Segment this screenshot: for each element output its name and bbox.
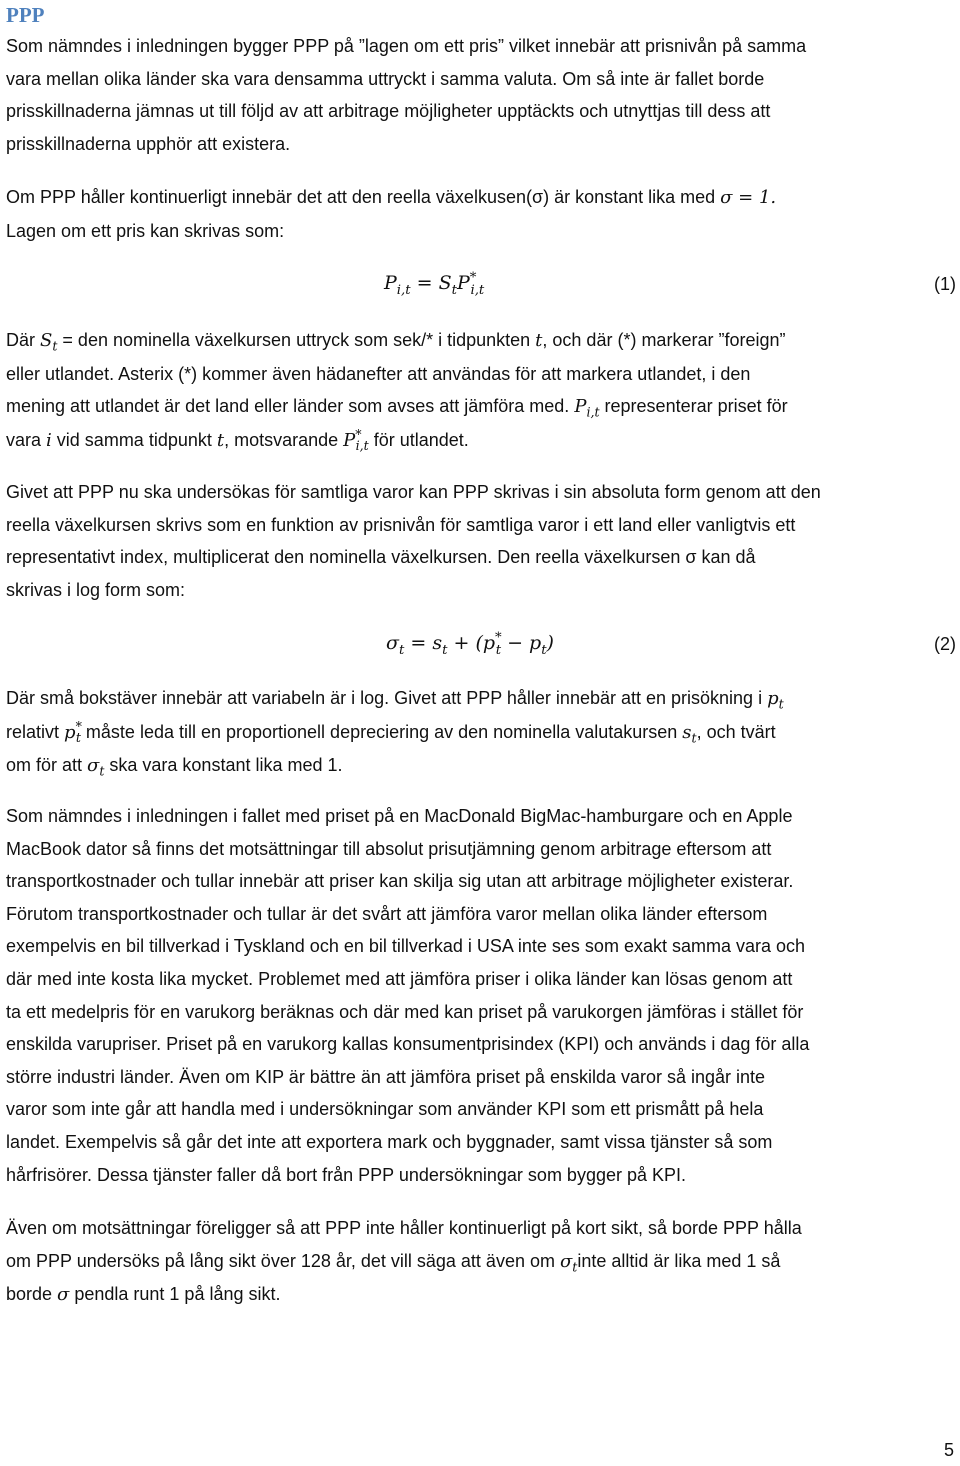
text-line: vara mellan olika länder ska vara densamma uttryckt i samma valuta. Om så inte är fallet borde bbox=[6, 68, 765, 89]
text-line: prisskillnaderna jämnas ut till följd av att arbitrage möjligheter upptäckts och utnyttjas till dess att bbox=[6, 101, 771, 122]
text-line: exempelvis en bil tillverkad i Tyskland och en bil tillverkad i USA inte ses som exakt samma vara och bbox=[6, 936, 806, 957]
text-line: varor som inte går att handla med i undersökningar som använder KPI som ett prismått på hela bbox=[6, 1099, 764, 1120]
math-p-star-t: $p^*_t$ bbox=[64, 718, 82, 746]
equation-2-number: (2) bbox=[934, 634, 956, 654]
equation-2 bbox=[0, 626, 960, 666]
text-line: Givet att PPP nu ska undersökas för samtliga varor kan PPP skrivas i sin absoluta form genom att den bbox=[6, 482, 821, 502]
paragraph-bigmac-example bbox=[6, 800, 954, 1191]
text-line: Där små bokstäver innebär att variabeln är i log. Givet att PPP håller innebär att en prisökning i $p_t$ bbox=[6, 688, 784, 712]
paragraph-long-run bbox=[6, 1212, 954, 1312]
math-s-t: $s_t$ bbox=[682, 721, 697, 746]
math-t: t bbox=[535, 330, 543, 351]
text-line: landet. Exempelvis så går det inte att exportera mark och byggnader, samt vissa tjänster så som bbox=[6, 1131, 773, 1152]
sigma-equals-one: σ = 1. bbox=[720, 187, 777, 208]
text-line: representativt index, multiplicerat den nominella växelkursen. Den reella växelkursen σ kan då bbox=[6, 547, 756, 568]
math-sigma-t: $\sigma_t$ bbox=[559, 1250, 578, 1275]
paragraph-absolute-form bbox=[6, 476, 954, 606]
section-heading: PPP bbox=[6, 3, 45, 27]
equation-2-formula: $\sigma_t = s_t + (p^*_t - p_t)$ bbox=[386, 630, 554, 658]
equation-1-number: (1) bbox=[934, 274, 956, 294]
text-line: eller utlandet. Asterix (*) kommer även hädanefter att användas för att markera utlandet, i den bbox=[6, 363, 751, 384]
text-line: Där $S_t$ = den nominella växelkursen uttryck som sek/* i tidpunkten t, och där (*) markerar ”foreign” bbox=[6, 330, 786, 354]
text-line: Om PPP håller kontinuerligt innebär det att den reella växelkusen(σ) är konstant lika med σ = 1. bbox=[6, 187, 777, 208]
text-line: Lagen om ett pris kan skrivas som: bbox=[6, 220, 285, 241]
text-line: om PPP undersöks på lång sikt över 128 år, det vill säga att även om $\sigma_tinte$ alltid är lika med 1 så bbox=[6, 1250, 781, 1275]
text-line: MacBook dator så finns det motsättningar till absolut prisutjämning genom arbitrage eftersom att bbox=[6, 838, 772, 859]
text-line: större industri länder. Även om KIP är bättre än att jämföra priset på enskilda varor så ingår inte bbox=[6, 1066, 766, 1087]
text-line: mening att utlandet är det land eller länder som avses att jämföra med. $P_{i,t}$ representerar priset för bbox=[6, 396, 788, 420]
math-sigma-t: $\sigma_t$ bbox=[87, 755, 105, 779]
math-t: t bbox=[216, 429, 225, 451]
page-number: 5 bbox=[943, 1440, 954, 1460]
text-line: Förutom transportkostnader och tullar är det svårt att jämföra varor mellan olika länder eftersom bbox=[6, 903, 768, 924]
math-i: i bbox=[46, 429, 52, 451]
math-p-t: $p_t$ bbox=[767, 688, 784, 712]
math-p-it: $P_{i,t}$ bbox=[574, 396, 600, 420]
math-s-t: $S_t$ bbox=[40, 330, 58, 354]
text-line: transportkostnader och tullar innebär att priser kan skilja sig utan att arbitrage möjligheter existerar. bbox=[6, 871, 794, 892]
text-line: Även om motsättningar föreligger så att PPP inte håller kontinuerligt på kort sikt, så borde PPP hålla bbox=[6, 1218, 802, 1238]
text-line: prisskillnaderna upphör att existera. bbox=[6, 133, 291, 154]
text-line: enskilda varupriser. Priset på en varukorg kallas konsumentprisindex (KPI) och används i dag för alla bbox=[6, 1034, 810, 1055]
text-line: Som nämndes i inledningen bygger PPP på ”lagen om ett pris” vilket innebär att prisnivån på samma bbox=[6, 36, 807, 56]
text-line: borde σ pendla runt 1 på lång sikt. bbox=[6, 1284, 281, 1306]
text-line: vara i vid samma tidpunkt t, motsvarande $P^*_{i,t}$ för utlandet. bbox=[6, 426, 469, 454]
text-line: hårfrisörer. Dessa tjänster faller då bort från PPP undersökningar som bygger på KPI. bbox=[6, 1164, 687, 1185]
text-line: relativt $p^*_t$ måste leda till en proportionell depreciering av den nominella valutakursen $s_t$, och tvärt bbox=[6, 718, 776, 746]
paragraph-log-variables bbox=[6, 682, 954, 783]
equation-1 bbox=[0, 266, 960, 306]
math-p-star-it: $P^*_{i,t}$ bbox=[343, 426, 369, 454]
text-line: reella växelkursen skrivs som en funktion av prisnivån för samtliga varor i ett land eller vanligtvis ett bbox=[6, 514, 796, 535]
text-line: ta ett medelpris för en varukorg beräknas och där med kan priset på varukorgen jämföras i stället för bbox=[6, 1001, 804, 1022]
paragraph-intro bbox=[6, 30, 954, 160]
text-line: skrivas i log form som: bbox=[6, 579, 186, 600]
text-line: om för att $\sigma_t$ ska vara konstant lika med 1. bbox=[6, 755, 343, 779]
paragraph-notation bbox=[6, 324, 954, 457]
text-line: Som nämndes i inledningen i fallet med priset på en MacDonald BigMac-hamburgare och en Apple bbox=[6, 806, 793, 826]
text-line: där med inte kosta lika mycket. Problemet med att jämföra priser i olika länder kan lösas genom att bbox=[6, 968, 793, 989]
paragraph-ppp-definition bbox=[6, 181, 954, 247]
equation-1-formula: $P_{i,t} = S_tP^*_{i,t}$ bbox=[384, 270, 485, 298]
math-sigma: σ bbox=[57, 1284, 70, 1306]
